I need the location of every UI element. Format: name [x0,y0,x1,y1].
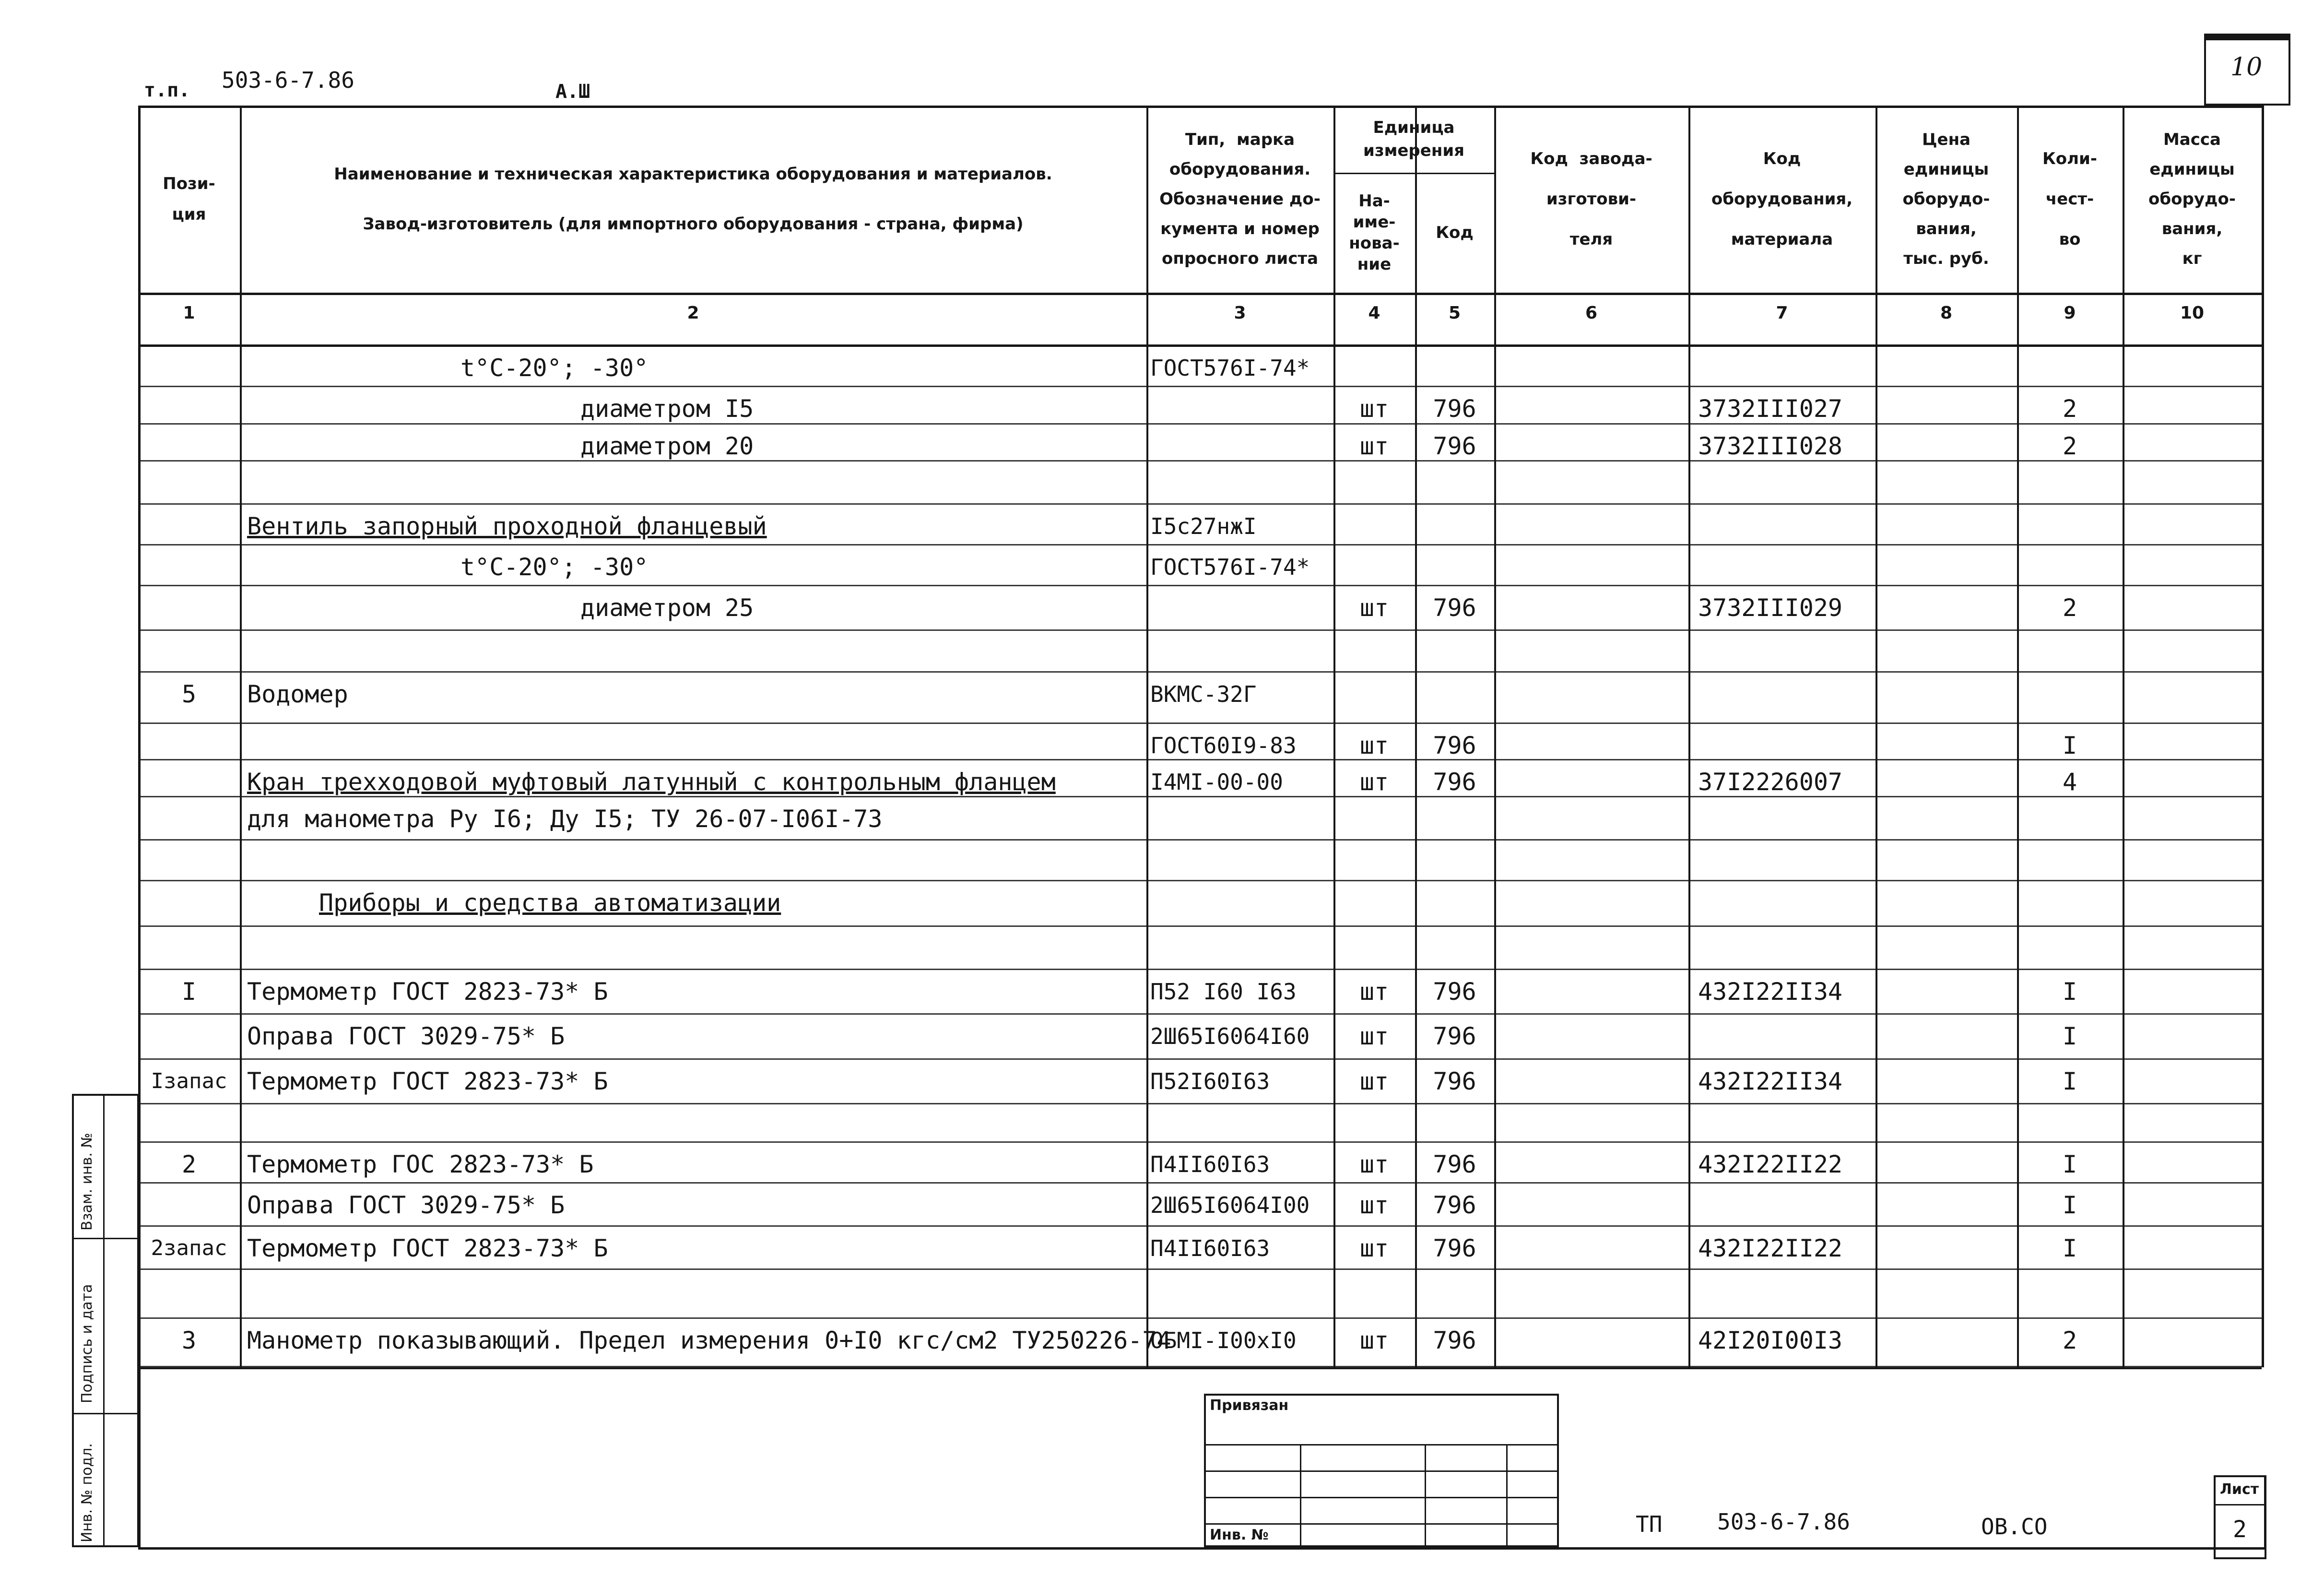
cell-quantity: I [2062,1150,2077,1178]
cell-material-code: 3732III029 [1698,594,1843,622]
col-header-name: Наименование и техническая характеристика оборудования и материалов. Завод-изготовитель (для импортного оборудования - страна, фирма) [334,165,1052,234]
col-number-10: 10 [2180,303,2205,323]
cell-name: диаметром I5 [580,395,754,423]
cell-quantity: 2 [2062,1327,2077,1354]
cell-name: диаметром 25 [580,594,754,622]
cell-type: ВКМС-32Г [1150,681,1257,707]
cell-material-code: 432I22II22 [1698,1150,1843,1178]
col-header-type: Тип, марка оборудования. Обозначение до- кумента и номер опросного листа [1159,130,1321,268]
cell-type: 2Ш65I6064I00 [1150,1192,1310,1218]
cell-unit: шт [1359,395,1389,423]
col-header-unit: Единица измерения [1363,118,1464,160]
cell-material-code: 3732III027 [1698,395,1843,423]
cell-unit-code: 796 [1433,978,1476,1006]
cell-unit-code: 796 [1433,1150,1476,1178]
cell-name: Термометр ГОСТ 2823-73* Б [247,1067,608,1095]
col-number-3: 3 [1234,303,1246,323]
col-number-4: 4 [1368,303,1380,323]
cell-unit: шт [1359,978,1389,1006]
cell-type: I4МI-00-00 [1150,769,1283,795]
cell-name: Термометр ГОСТ 2823-73* Б [247,978,608,1006]
cell-quantity: 2 [2062,594,2077,622]
cell-unit: шт [1359,432,1389,460]
cell-unit-code: 796 [1433,432,1476,460]
cell-material-code: 3732III028 [1698,432,1843,460]
cell-unit-code: 796 [1433,768,1476,796]
col-number-9: 9 [2064,303,2076,323]
stamp-bound-label: Привязан [1210,1397,1289,1414]
cell-name: Водомер [247,680,348,708]
col-header-unit-code: Код [1436,223,1474,242]
cell-unit: шт [1359,1234,1389,1262]
side-label-inv-orig: Инв. № подл. [79,1443,95,1542]
col-header-factory-code: Код завода- изготови- теля [1530,149,1652,249]
cell-position: Iзапас [151,1069,227,1093]
col-header-quantity: Коли- чест- во [2042,149,2097,249]
cell-quantity: I [2062,1234,2077,1262]
cell-unit-code: 796 [1433,732,1476,759]
cell-material-code: 432I22II34 [1698,1067,1843,1095]
album-label: А.Ш [555,81,590,103]
cell-name: Манометр показывающий. Предел измерения 0+I0 кгс/см2 ТУ250226-74 [247,1327,1171,1354]
tp-number: 503-6-7.86 [222,67,354,93]
cell-unit: шт [1359,1150,1389,1178]
cell-type: П52I60I63 [1150,1068,1270,1094]
page-corner-number: 10 [2230,53,2263,82]
col-number-8: 8 [1940,303,1953,323]
cell-name: Вентиль запорный проходной фланцевый [247,512,767,540]
cell-type: ГОСТ576I-74* [1150,554,1310,580]
tp-label: т.п. [144,79,190,101]
col-header-mass: Масса единицы оборудо- вания, кг [2148,130,2236,268]
col-header-unit-name: На- име- нова- ние [1349,191,1400,274]
cell-name: для манометра Ру I6; Ду I5; ТУ 26-07-I06I-73 [247,805,883,833]
cell-type: ГОСТ576I-74* [1150,355,1310,381]
cell-material-code: 37I2226007 [1698,768,1843,796]
cell-type: ОБМI-I00хI0 [1150,1327,1297,1353]
cell-position: I [181,978,197,1006]
cell-name: t°C-20°; -30° [460,553,649,581]
cell-position: 2запас [151,1236,227,1260]
cell-quantity: I [2062,1191,2077,1219]
col-header-price: Цена единицы оборудо- вания, тыс. руб. [1902,130,1990,268]
cell-position: 5 [181,680,197,708]
cell-unit-code: 796 [1433,1067,1476,1095]
cell-quantity: I [2062,978,2077,1006]
cell-type: 2Ш65I6064I60 [1150,1023,1310,1049]
cell-name: Термометр ГОСТ 2823-73* Б [247,1234,608,1262]
cell-unit: шт [1359,1191,1389,1219]
side-label-replace-inv: Взам. инв. № [79,1133,95,1231]
cell-quantity: 2 [2062,395,2077,423]
col-number-6: 6 [1585,303,1598,323]
cell-type: П4II60I63 [1150,1151,1270,1177]
doc-number: 503-6-7.86 [1717,1509,1850,1535]
cell-unit: шт [1359,1067,1389,1095]
cell-name: Оправа ГОСТ 3029-75* Б [247,1022,565,1050]
col-header-material-code: Код оборудования, материала [1711,149,1853,249]
cell-quantity: I [2062,1067,2077,1095]
sheet-label: Лист [2220,1481,2259,1498]
cell-type: П4II60I63 [1150,1235,1270,1261]
cell-name: Термометр ГОС 2823-73* Б [247,1150,594,1178]
cell-name: t°C-20°; -30° [460,354,649,382]
cell-type: П52 I60 I63 [1150,979,1297,1005]
cell-material-code: 432I22II34 [1698,978,1843,1006]
cell-type: I5с27нжI [1150,513,1257,539]
cell-unit: шт [1359,768,1389,796]
cell-quantity: 2 [2062,432,2077,460]
cell-name: Приборы и средства автоматизации [319,889,781,917]
cell-quantity: 4 [2062,768,2077,796]
col-number-1: 1 [183,303,195,323]
cell-type: ГОСТ60I9-83 [1150,733,1297,758]
cell-unit: шт [1359,1327,1389,1354]
cell-position: 3 [181,1327,197,1354]
cell-unit-code: 796 [1433,395,1476,423]
cell-name: диаметром 20 [580,432,754,460]
cell-quantity: I [2062,732,2077,759]
cell-position: 2 [181,1150,197,1178]
col-number-7: 7 [1776,303,1788,323]
cell-unit-code: 796 [1433,594,1476,622]
cell-material-code: 42I20I00I3 [1698,1327,1843,1354]
col-number-2: 2 [687,303,699,323]
cell-unit-code: 796 [1433,1022,1476,1050]
cell-unit: шт [1359,594,1389,622]
cell-unit: шт [1359,1022,1389,1050]
col-number-5: 5 [1448,303,1461,323]
sheet-number: 2 [2233,1516,2247,1543]
side-label-sign-date: Подпись и дата [79,1284,95,1403]
cell-unit: шт [1359,732,1389,759]
cell-unit-code: 796 [1433,1191,1476,1219]
doc-code: ОВ.СО [1981,1514,2048,1540]
cell-quantity: I [2062,1022,2077,1050]
cell-unit-code: 796 [1433,1327,1476,1354]
col-header-position: Пози- ция [163,174,215,224]
stamp-inv-label: Инв. № [1210,1527,1269,1543]
cell-name: Оправа ГОСТ 3029-75* Б [247,1191,565,1219]
doc-prefix: ТП [1636,1511,1663,1537]
cell-unit-code: 796 [1433,1234,1476,1262]
cell-name: Кран трехходовой муфтовый латунный с контрольным фланцем [247,768,1056,796]
cell-material-code: 432I22II22 [1698,1234,1843,1262]
